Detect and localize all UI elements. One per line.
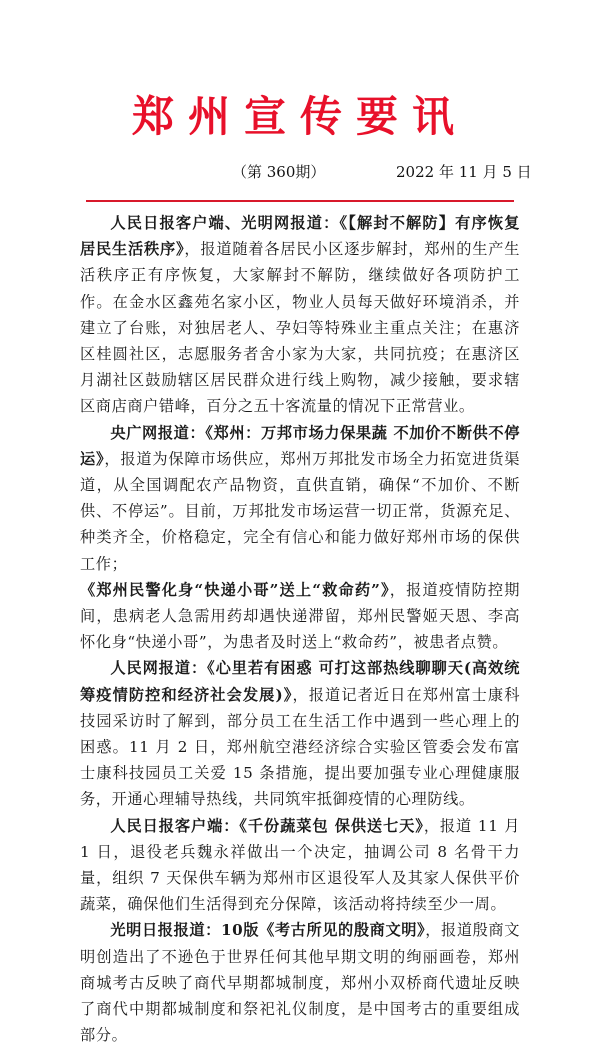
article-paragraph [80,577,520,656]
article-source: 人民日报客户端、光明网报道： [110,214,340,232]
article-source: 光明日报报道： [110,921,221,940]
article-source: 央广网报道： [110,423,206,442]
issue-number: （第 360期） [232,163,326,181]
article-paragraph [80,655,520,812]
article-text: ，报道随着各居民小区逐步解封，郑州的生产生活秩序正有序恢复，大家解封不解防，继续做好各项防护工作。在金水区鑫苑名家小区，物业人员每天做好环境消杀，并建立了台账，对独居老人、孕妇等特殊业主重点关注；在惠济区桂圆社区，志愿服务者舍小家为大家，共同抗疫；在惠济区月湖社区鼓励辖区居民群众进行线上购物，减少接触，要求辖区商店商户错峰，百分之五十客流量的情况下正常营业。 [80,240,520,416]
article-body [80,210,520,1049]
article-text: ，报道殷商文明创造出了不逊色于世界任何其他早期文明的绚丽画卷，郑州商城考古反映了商代早期都城制度，郑州小双桥商代遗址反映了商代中期都城制度和祭祀礼仪制度，是中国考古的重要组成部分。 [80,921,520,1045]
article-headline: 《千份蔬菜包 保供送七天》 [239,816,424,835]
newsletter-title: 郑州宣传要讯 [131,92,468,141]
article-headline: 10版《考古所见的殷商文明》 [220,921,426,940]
article-headline: 《【解封不解防】有序恢复居民生活秩序》 [80,214,521,259]
article-headline: 《郑州：万邦市场力保果蔬 不加价不断供不停运》 [80,423,520,468]
issue-info [0,160,600,184]
article-paragraph [80,420,520,577]
article-headline: 《心里若有困惑 可打这部热线聊聊天(高效统筹疫情防控和经济社会发展)》 [80,659,520,704]
issue-date: 2022 年 11 月 5 日 [396,163,532,181]
article-source: 人民日报客户端： [110,816,240,835]
article-headline: 《郑州民警化身“快递小哥”送上“救命药”》 [80,580,390,599]
article-text: ，报道为保障市场供应，郑州万邦批发市场全力拓宽进货渠道，从全国调配农产品物资，直供直销，确保“不加价、不断供、不停运”。目前，万邦批发市场运营一切正常，货源充足、种类齐全，价格稳定，完全有信心和能力做好郑州市场的保供工作； [80,449,520,573]
header-divider [86,200,514,202]
article-paragraph [80,813,520,918]
article-text: ，报道疫情防控期间，患病老人急需用药却遇快递滞留，郑州民警姬天恩、李高怀化身“快递小哥”，为患者及时送上“救命药”，被患者点赞。 [80,580,520,652]
article-paragraph [80,917,520,1048]
article-source: 人民网报道： [110,659,208,678]
article-text: ，报道 11 月 1 日，退役老兵魏永祥做出一个决定，抽调公司 8 名骨干力量，组织 7 天保供车辆为郑州市区退役军人及其家人保供平价蔬菜，确保他们生活得到充分保障，该活动将持续至少一周。 [80,816,521,914]
article-text: ，报道记者近日在郑州富士康科技园采访时了解到，部分员工在生活工作中遇到一些心理上的困惑。11 月 2 日，郑州航空港经济综合实验区管委会发布富士康科技园员工关爱 15 条措施，提出要加强专业心理健康服务，开通心理辅导热线，共同筑牢抵御疫情的心理防线。 [80,685,520,809]
article-paragraph [80,210,520,420]
